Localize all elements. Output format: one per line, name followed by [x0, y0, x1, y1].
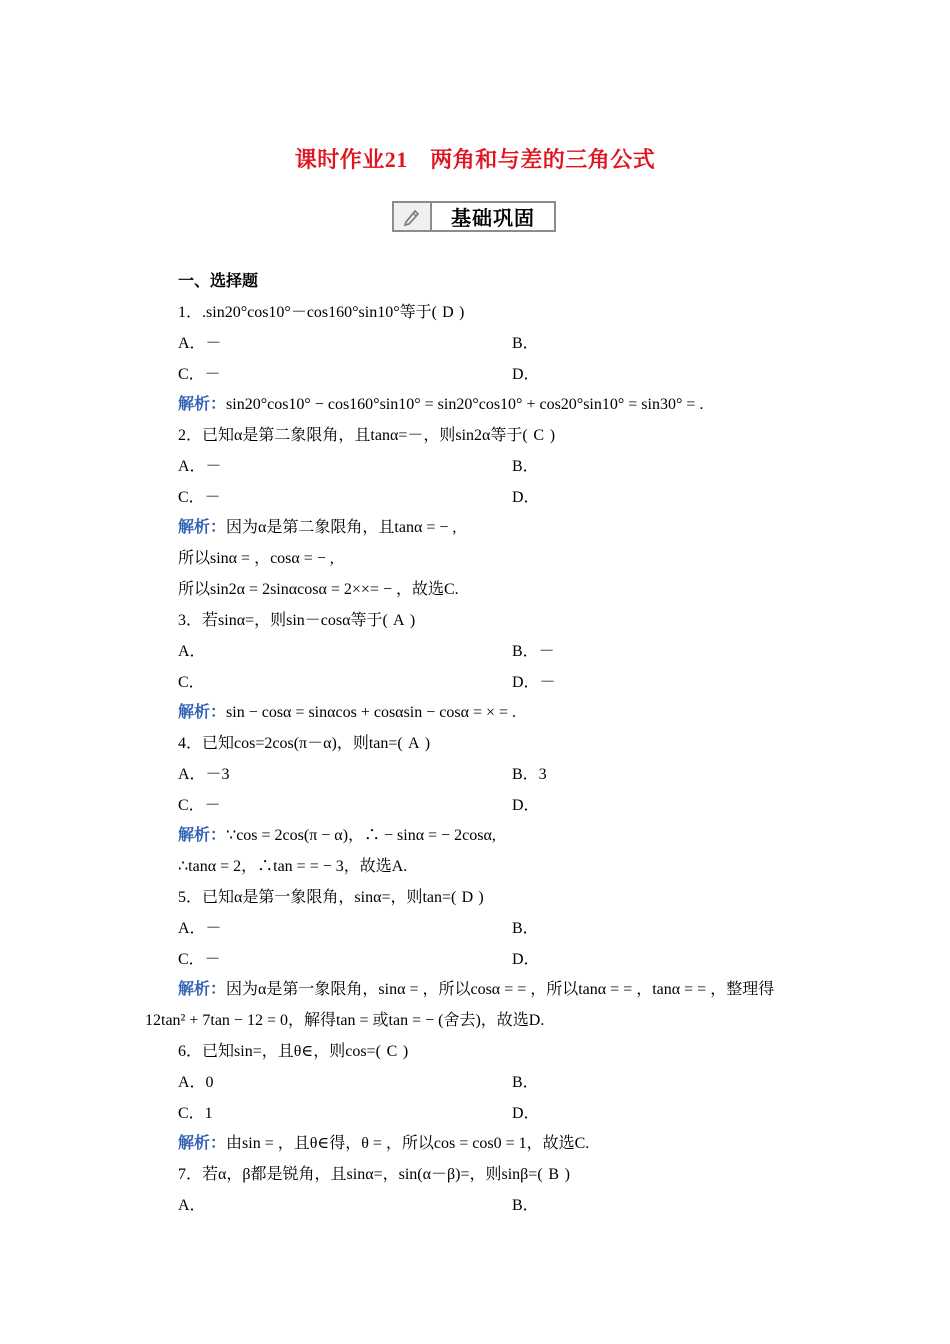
q5-option-a: A．－	[178, 920, 222, 937]
analysis-3: 解析：sin − cosα = sinαcos + cosαsin − cosα = × = .	[178, 704, 517, 721]
answer-1: D	[442, 304, 454, 321]
analysis-1: 解析：sin20°cos10° − cos160°sin10° = sin20°cos10° + cos20°sin10° = sin30° = .	[178, 396, 704, 413]
analysis-2-line-2: 所以sinα = ，cosα = − ,	[178, 550, 334, 567]
q3-option-c: C．	[178, 674, 205, 691]
q1-option-b: B．	[512, 335, 539, 352]
question-6: 6．已知sin=，且θ∈，则cos=( C )	[178, 1043, 409, 1060]
q4-option-d: D．	[512, 797, 540, 814]
q1-option-c: C．－	[178, 366, 221, 383]
q3-option-a: A．	[178, 643, 206, 660]
question-5: 5．已知α是第一象限角，sinα=，则tan=( D )	[178, 889, 484, 906]
q4-option-c: C．－	[178, 797, 221, 814]
analysis-5-line-2: 12tan² + 7tan − 12 = 0，解得tan = 或tan = − (舍去)，故选D.	[145, 1012, 545, 1029]
answer-3: A	[393, 612, 405, 629]
answer-5: D	[461, 889, 474, 906]
analysis-6: 解析：由sin = ，且θ∈得，θ = ，所以cos = cos0 = 1，故选C.	[178, 1135, 590, 1152]
section-badge	[392, 201, 556, 232]
q5-option-d: D．	[512, 951, 540, 968]
answer-2: C	[533, 427, 545, 444]
page-title: 课时作业21 两角和与差的三角公式	[294, 147, 656, 172]
answer-6: C	[386, 1043, 398, 1060]
section-title: 一、选择题	[178, 273, 259, 290]
q2-option-a: A．－	[178, 458, 222, 475]
question-2: 2．已知α是第二象限角，且tanα=－，则sin2α等于( C )	[178, 427, 556, 444]
q1-option-d: D．	[512, 366, 540, 383]
q6-option-b: B．	[512, 1074, 539, 1091]
question-7: 7．若α，β都是锐角，且sinα=，sin(α－β)=，则sinβ=( B )	[178, 1166, 570, 1183]
q7-option-a: A．	[178, 1197, 206, 1214]
q5-option-b: B．	[512, 920, 539, 937]
q2-option-d: D．	[512, 489, 540, 506]
q4-option-a: A．－3	[178, 766, 230, 783]
q7-option-b: B．	[512, 1197, 539, 1214]
analysis-5: 解析：因为α是第一象限角，sinα = ，所以cosα = = ，所以tanα = = ，tanα = = ，整理得	[178, 981, 775, 998]
analysis-2-line-3: 所以sin2α = 2sinαcosα = 2××= − ，故选C.	[178, 581, 459, 598]
q3-option-b: B．－	[512, 643, 555, 660]
q6-option-a: A．0	[178, 1074, 214, 1091]
q2-option-b: B．	[512, 458, 539, 475]
pencil-icon	[394, 203, 432, 230]
q3-option-d: D．－	[512, 674, 556, 691]
question-3: 3．若sinα=，则sin－cosα等于( A )	[178, 612, 416, 629]
q5-option-c: C．－	[178, 951, 221, 968]
analysis-4-line-2: ∴tanα = 2，∴tan = = − 3，故选A.	[178, 858, 408, 875]
answer-7: B	[548, 1166, 559, 1183]
q6-option-d: D．	[512, 1105, 540, 1122]
q2-option-c: C．－	[178, 489, 221, 506]
q4-option-b: B．3	[512, 766, 547, 783]
q1-option-a: A．－	[178, 335, 222, 352]
question-1: 1．.sin20°cos10°－cos160°sin10°等于( D )	[178, 304, 465, 321]
analysis-4: 解析：∵cos = 2cos(π − α)，∴ − sinα = − 2cosα,	[178, 827, 496, 844]
badge-label: 基础巩固	[451, 206, 535, 230]
q6-option-c: C．1	[178, 1105, 213, 1122]
answer-4: A	[407, 735, 420, 752]
question-4: 4．已知cos=2cos(π－α)，则tan=( A )	[178, 735, 431, 752]
analysis-2: 解析：因为α是第二象限角，且tanα = − ,	[178, 519, 457, 536]
